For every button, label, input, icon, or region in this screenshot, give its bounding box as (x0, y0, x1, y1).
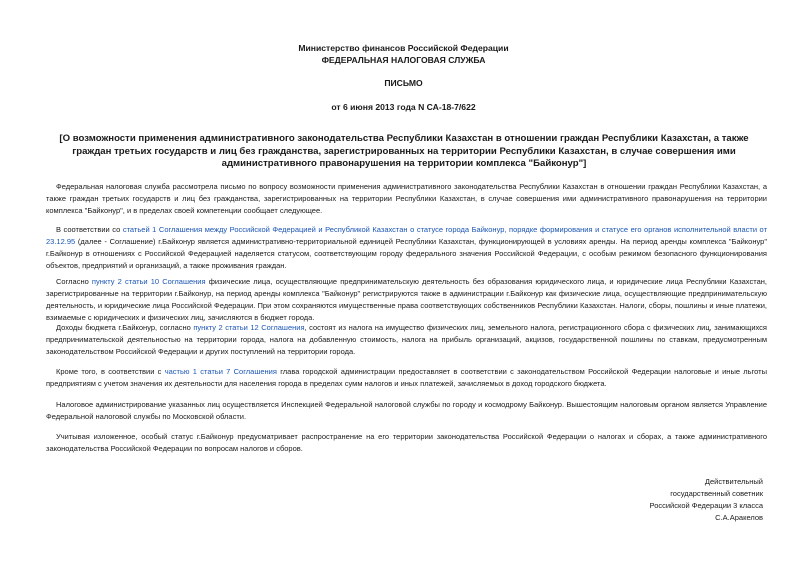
paragraph-5-text-end: глава городской администрации предоставляет в соответствии с законодательством Российской Федерации налоговые и иные льготы предприятиям с учетом значения их деятельности для населения города в пределах сумм налогов и иных платежей, зачисляемых в доход городского бюджета. (46, 367, 767, 389)
document-type: ПИСЬМО (384, 78, 423, 88)
paragraph-3-text-end: физические лица, осуществляющие предпринимательскую деятельность без образования юридического лица, и юридические лица Республики Казахстан, зарегистрированные на территории г.Байконур, на период аренды комплекса "Байконур" регистрируются также в администрации г.Байконур как физические лица, осуществляющие предпринимательскую деятельность, и юридические лица Российской Федерации. При этом сохраняются имущественные права соответствующих собственников Республики Казахстан. Налоги, сборы, пошлины и иные платежи, взимаемые с юридических и физических лиц, зачисляются в бюджет города. (46, 277, 767, 323)
agreement-article-1-link[interactable]: статьей 1 Соглашения между Российской Федерацией и Республикой Казахстан о статусе города Байконур, порядке формирования и статусе его органов исполнительной власти от 23.12.95 (46, 225, 768, 247)
signature-title-line-3: Российской Федерации 3 класса (649, 501, 763, 511)
paragraph-1: Федеральная налоговая служба рассмотрела письмо по вопросу возможности применения административного законодательства Республики Казахстан в отношении граждан Республики Казахстан, а также граждан третьих государств и лиц без гражданства, зарегистрированных на территории Республики Казахстан, в случае совершения ими административного правонарушения на территории комплекса "Байконур", и в пределах своей компетенции сообщает следующее. (46, 182, 767, 216)
agreement-article-12-link[interactable]: пункту 2 статьи 12 Соглашения (193, 323, 305, 332)
ministry-name: Министерство финансов Российской Федерации (298, 43, 509, 53)
service-name: ФЕДЕРАЛЬНАЯ НАЛОГОВАЯ СЛУЖБА (321, 55, 486, 65)
paragraph-2 (46, 224, 767, 272)
paragraph-2-text-start: В соответствии со (56, 225, 123, 234)
paragraph-6: Налоговое администрирование указанных лиц осуществляется Инспекцией Федеральной налоговой службы по городу и космодрому Байконур. Вышестоящим налоговым органом является Управление Федеральной налоговой службы по Московской области. (46, 400, 767, 422)
paragraph-4-text-start: Доходы бюджета г.Байконур, согласно (56, 323, 194, 332)
paragraph-4 (46, 322, 767, 358)
paragraph-7: Учитывая изложенное, особый статус г.Байконур предусматривает распространение на его территории законодательства Российской Федерации о налогах и сборах, а также административного законодательства Российской Федерации по вопросам налогов и сборов. (46, 432, 767, 454)
paragraph-5-text-start: Кроме того, в соответствии с (56, 367, 165, 376)
signature-title-line-2: государственный советник (670, 489, 763, 499)
paragraph-5 (46, 366, 767, 390)
paragraph-4-text-end: , состоят из налога на имущество физических лиц, земельного налога, регистрационного сбора с физических лиц, занимающихся предпринимательской деятельностью на территории города, налога на добавленную стоимость, налога на прибыль организаций, акцизов, государственной пошлины по ставкам, предусмотренным законодательством Российской Федерации и других поступлений на территории города. (46, 323, 767, 357)
document-title: [О возможности применения административного законодательства Республики Казахстан в отношении граждан Республики Казахстан, а также граждан третьих государств и лиц без гражданства, зарегистрированных на территории Республики Казахстан, в случае совершения ими административного правонарушения на территории комплекса "Байконур"] (59, 133, 749, 170)
signature-block (603, 476, 763, 524)
paragraph-3-text-start: Согласно (56, 277, 92, 286)
signatory-name: С.А.Аракелов (715, 513, 763, 523)
document-date-number: от 6 июня 2013 года N СА-18-7/622 (331, 102, 476, 112)
paragraph-3 (46, 276, 767, 324)
signature-title-line-1: Действительный (704, 477, 763, 486)
agreement-article-10-link[interactable]: пункту 2 статьи 10 Соглашения (91, 277, 206, 286)
paragraph-2-text-end: (далее - Соглашение) г.Байконур является административно-территориальной единицей Республики Казахстан, функционирующей в условиях аренды. На период аренды комплекса "Байконур" г.Байконур в отношениях с Российской Федерацией наделяется статусом, соответствующим городу федерального значения Российской Федерации, с особым режимом безопасного функционирования объектов, предприятий и организаций, а также проживания граждан. (46, 237, 767, 271)
agreement-article-7-link[interactable]: частью 1 статьи 7 Соглашения (164, 367, 277, 376)
